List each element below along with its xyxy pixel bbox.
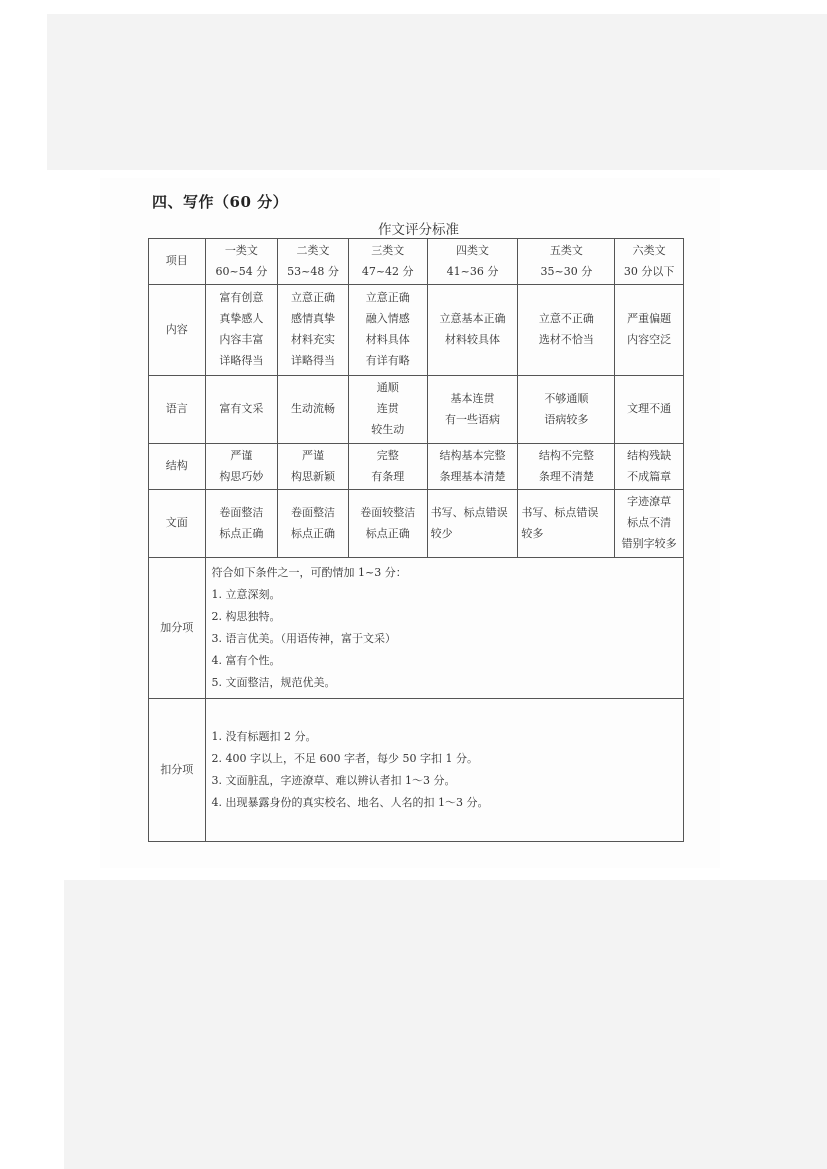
class-range: 41~36 分 (446, 264, 499, 278)
criteria-line: 构思巧妙 (219, 469, 264, 483)
table-caption-wrap (0, 218, 827, 238)
criteria-cell (518, 490, 615, 558)
class-name: 一类文 (224, 243, 258, 257)
criteria-line: 详略得当 (291, 353, 336, 367)
criteria-line: 较生动 (371, 422, 405, 436)
criteria-line: 严重偏题 (627, 312, 672, 326)
criteria-line: 条理不清楚 (538, 469, 594, 483)
criteria-cell (518, 444, 615, 490)
criteria-line: 卷面整洁 (219, 505, 264, 519)
criteria-line: 标点正确 (291, 526, 336, 540)
bonus-line: 4. 富有个性。 (211, 654, 281, 667)
bonus-notes (205, 558, 683, 699)
criteria-row-structure (149, 444, 684, 490)
criteria-cell (348, 490, 427, 558)
scan-shadow-top (47, 14, 827, 170)
criteria-line: 标点正确 (219, 526, 264, 540)
criteria-line: 书写、标点错误 (521, 505, 599, 519)
criteria-cell (278, 444, 349, 490)
criteria-line: 材料充实 (291, 333, 336, 346)
criteria-row-content (149, 285, 684, 376)
criteria-cell (348, 376, 427, 444)
criteria-line: 不够通顺 (544, 391, 589, 405)
criteria-line: 结构残缺 (627, 448, 672, 462)
criteria-line: 标点不清 (627, 516, 672, 530)
class-range: 35~30 分 (540, 264, 593, 278)
class-range: 60~54 分 (215, 264, 268, 278)
header-item-cell: 项目 (149, 239, 206, 285)
criteria-line: 错别字较多 (621, 536, 677, 550)
row-label: 结构 (149, 444, 206, 490)
criteria-line: 通顺 (376, 381, 399, 395)
criteria-line: 材料较具体 (445, 333, 500, 346)
criteria-cell (615, 285, 684, 376)
header-class-cell (205, 239, 278, 285)
criteria-line: 不成篇章 (627, 469, 672, 483)
criteria-line: 内容空泛 (627, 333, 672, 346)
header-row (149, 239, 684, 285)
criteria-row-language (149, 376, 684, 444)
criteria-cell (615, 376, 684, 444)
section-heading: 四、写作（60 分） (152, 193, 289, 211)
class-name: 二类文 (296, 243, 330, 257)
criteria-line: 较少 (430, 526, 453, 540)
bonus-line: 符合如下条件之一，可酌情加 1~3 分： (211, 566, 407, 579)
deduction-row (149, 699, 684, 842)
header-class-cell (278, 239, 349, 285)
deduction-line: 1. 没有标题扣 2 分。 (211, 730, 317, 743)
table-caption: 作文评分标准 (378, 222, 459, 238)
row-label: 文面 (149, 490, 206, 558)
criteria-cell (427, 444, 518, 490)
header-class-cell (518, 239, 615, 285)
criteria-line: 详略得当 (219, 353, 264, 367)
criteria-line: 严谨 (302, 448, 325, 462)
criteria-cell (615, 490, 684, 558)
bonus-row (149, 558, 684, 699)
criteria-line: 卷面较整洁 (360, 505, 416, 519)
criteria-line: 结构不完整 (538, 448, 594, 462)
header-class-cell (427, 239, 518, 285)
row-label: 扣分项 (149, 699, 206, 842)
criteria-line: 材料具体 (365, 333, 410, 346)
criteria-cell (278, 490, 349, 558)
criteria-line: 结构基本完整 (439, 448, 506, 462)
bonus-line: 2. 构思独特。 (211, 610, 281, 623)
deduction-notes (205, 699, 683, 842)
class-name: 六类文 (632, 243, 666, 257)
criteria-cell (278, 285, 349, 376)
header-class-cell (615, 239, 684, 285)
criteria-line: 构思新颖 (291, 469, 336, 483)
row-label: 内容 (149, 285, 206, 376)
criteria-line: 基本连贯 (450, 391, 495, 405)
criteria-line: 立意正确 (365, 291, 410, 305)
criteria-line: 标点正确 (365, 526, 410, 540)
criteria-line: 严谨 (230, 448, 253, 462)
criteria-line: 富有创意 (219, 291, 264, 305)
class-range: 30 分以下 (623, 264, 675, 278)
criteria-cell (205, 376, 278, 444)
criteria-cell (427, 490, 518, 558)
class-name: 四类文 (456, 243, 489, 257)
bonus-line: 1. 立意深刻。 (211, 588, 281, 601)
criteria-line: 立意基本正确 (439, 312, 506, 326)
deduction-line: 3. 文面脏乱，字迹潦草、难以辨认者扣 1～3 分。 (211, 774, 456, 787)
criteria-cell (427, 285, 518, 376)
criteria-cell (205, 285, 278, 376)
deduction-line: 2. 400 字以上，不足 600 字者，每少 50 字扣 1 分。 (211, 752, 478, 765)
criteria-cell (278, 376, 349, 444)
header-class-cell (348, 239, 427, 285)
criteria-line: 内容丰富 (219, 333, 264, 346)
criteria-line: 有条理 (371, 469, 405, 483)
criteria-line: 连贯 (376, 402, 399, 416)
class-range: 47~42 分 (361, 264, 414, 278)
bonus-line: 5. 文面整洁，规范优美。 (211, 676, 336, 689)
criteria-line: 感情真挚 (291, 312, 336, 326)
criteria-line: 有详有略 (365, 353, 410, 367)
criteria-line: 较多 (521, 526, 544, 540)
criteria-line: 完整 (376, 448, 399, 462)
criteria-cell (205, 444, 278, 490)
criteria-line: 选材不恰当 (538, 333, 594, 346)
criteria-line: 立意不正确 (538, 312, 594, 326)
criteria-line: 融入情感 (365, 312, 410, 326)
criteria-row-presentation (149, 490, 684, 558)
deduction-line: 4. 出现暴露身份的真实校名、地名、人名的扣 1～3 分。 (211, 796, 489, 809)
criteria-line: 字迹潦草 (627, 495, 672, 509)
row-label: 加分项 (149, 558, 206, 699)
criteria-line: 书写、标点错误 (430, 505, 508, 519)
bonus-line: 3. 语言优美。（用语传神，富于文采） (211, 632, 397, 645)
criteria-line: 卷面整洁 (291, 505, 336, 519)
criteria-line: 立意正确 (291, 291, 336, 305)
criteria-line: 有一些语病 (445, 412, 500, 426)
class-name: 五类文 (549, 243, 583, 257)
criteria-line: 条理基本清楚 (439, 469, 506, 483)
scan-shadow-bottom (64, 880, 827, 1169)
criteria-cell (348, 444, 427, 490)
class-range: 53~48 分 (287, 264, 339, 278)
criteria-cell (348, 285, 427, 376)
criteria-cell (518, 285, 615, 376)
criteria-cell (427, 376, 518, 444)
essay-scoring-table (148, 238, 684, 842)
criteria-cell (518, 376, 615, 444)
criteria-line: 语病较多 (544, 412, 589, 426)
criteria-line: 富有文采 (219, 402, 264, 416)
criteria-line: 真挚感人 (219, 312, 264, 326)
criteria-cell (615, 444, 684, 490)
criteria-line: 生动流畅 (291, 402, 336, 416)
row-label: 语言 (149, 376, 206, 444)
criteria-cell (205, 490, 278, 558)
class-name: 三类文 (371, 243, 405, 257)
criteria-line: 文理不通 (627, 402, 672, 416)
